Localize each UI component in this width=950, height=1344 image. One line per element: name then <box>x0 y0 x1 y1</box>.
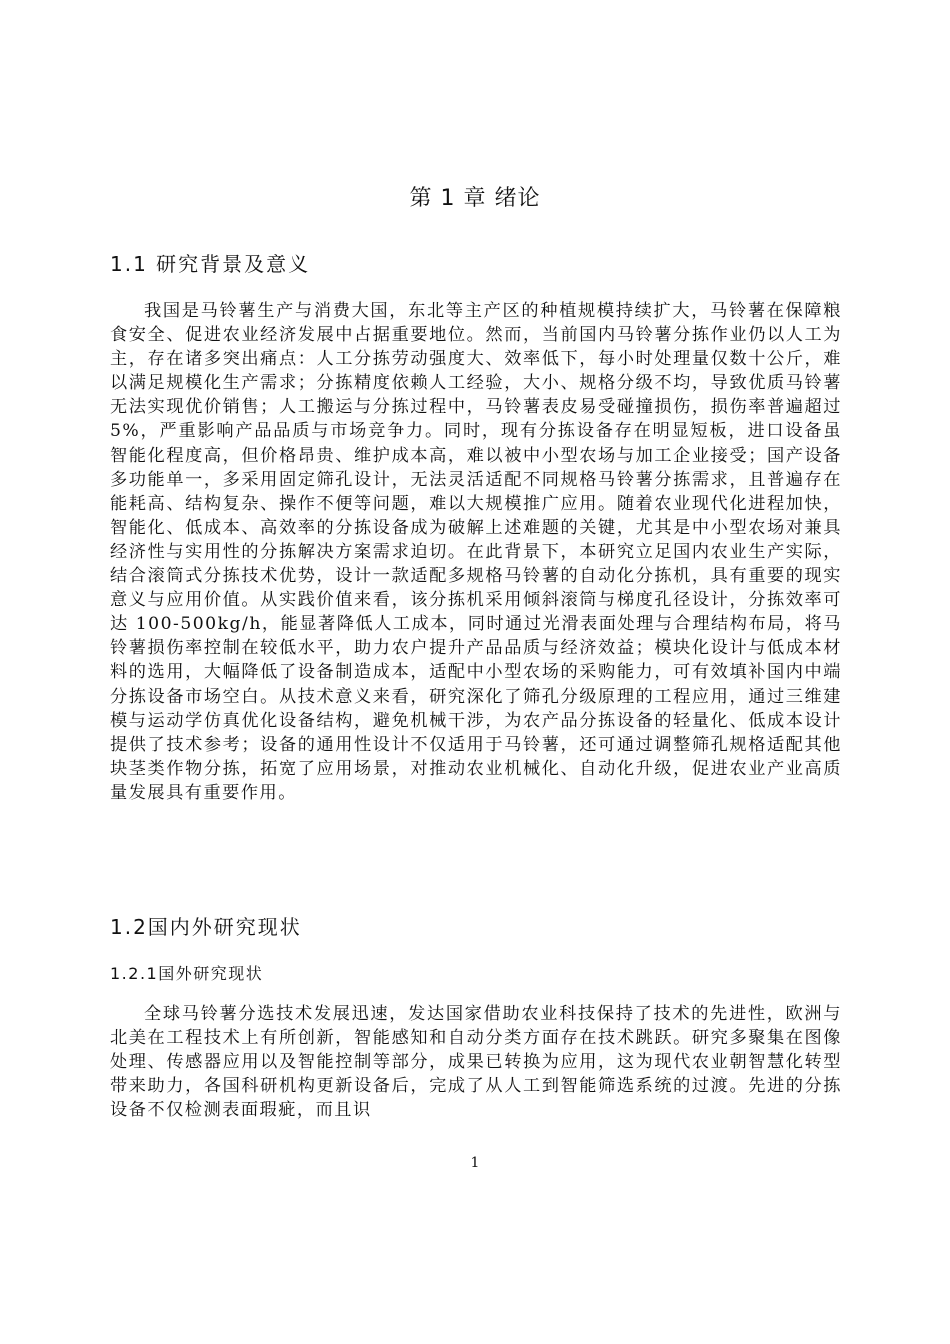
subsection-1-2-1-paragraph: 全球马铃薯分选技术发展迅速，发达国家借助农业科技保持了技术的先进性，欧洲与北美在工程技术上有所创新，智能感知和自动分类方面存在技术跳跃。研究多聚集在图像处理、传感器应用以及智能控制等部分，成果已转换为应用，这为现代农业朝智慧化转型带来助力，各国科研机构更新设备后，完成了从人工到智能筛选系统的过渡。先进的分拣设备不仅检测表面瑕疵，而且识 <box>110 1004 842 1121</box>
subsection-heading-1-2-1: 1.2.1国外研究现状 <box>110 964 264 983</box>
section-heading-1-1: 1.1 研究背景及意义 <box>110 252 311 276</box>
page-number: 1 <box>470 1155 480 1171</box>
section-1-1-paragraph: 我国是马铃薯生产与消费大国，东北等主产区的种植规模持续扩大，马铃薯在保障粮食安全、促进农业经济发展中占据重要地位。然而，当前国内马铃薯分拣作业仍以人工为主，存在诸多突出痛点：人工分拣劳动强度大、效率低下，每小时处理量仅数十公斤，难以满足规模化生产需求；分拣精度依赖人工经验，大小、规格分级不均，导致优质马铃薯无法实现优价销售；人工搬运与分拣过程中，马铃薯表皮易受碰撞损伤，损伤率普遍超过 5%，严重影响产品品质与市场竞争力。同时，现有分拣设备存在明显短板，进口设备虽智能化程度高，但价格昂贵、维护成本高，难以被中小型农场与加工企业接受；国产设备多功能单一，多采用固定筛孔设计，无法灵活适配不同规格马铃薯分拣需求，且普遍存在能耗高、结构复杂、操作不便等问题，难以大规模推广应用。随着农业现代化进程加快，智能化、低成本、高效率的分拣设备成为破解上述难题的关键，尤其是中小型农场对兼具经济性与实用性的分拣解决方案需求迫切。在此背景下，本研究立足国内农业生产实际，结合滚筒式分拣技术优势，设计一款适配多规格马铃薯的自动化分拣机，具有重要的现实意义与应用价值。从实践价值来看，该分拣机采用倾斜滚筒与梯度孔径设计，分拣效率可达 100-500kg/h，能显著降低人工成本，同时通过光滑表面处理与合理结构布局，将马铃薯损伤率控制在较低水平，助力农户提升产品品质与经济效益；模块化设计与低成本材料的选用，大幅降低了设备制造成本，适配中小型农场的采购能力，可有效填补国内中端分拣设备市场空白。从技术意义来看，研究深化了筛孔分级原理的工程应用，通过三维建模与运动学仿真优化设备结构，避免机械干涉，为农产品分拣设备的轻量化、低成本设计提供了技术参考；设备的通用性设计不仅适用于马铃薯，还可通过调整筛孔规格适配其他块茎类作物分拣，拓宽了应用场景，对推动农业机械化、自动化升级，促进农业产业高质量发展具有重要作用。 <box>110 301 842 803</box>
chapter-title: 第 1 章 绪论 <box>409 186 541 211</box>
section-heading-1-2: 1.2国内外研究现状 <box>110 915 302 939</box>
